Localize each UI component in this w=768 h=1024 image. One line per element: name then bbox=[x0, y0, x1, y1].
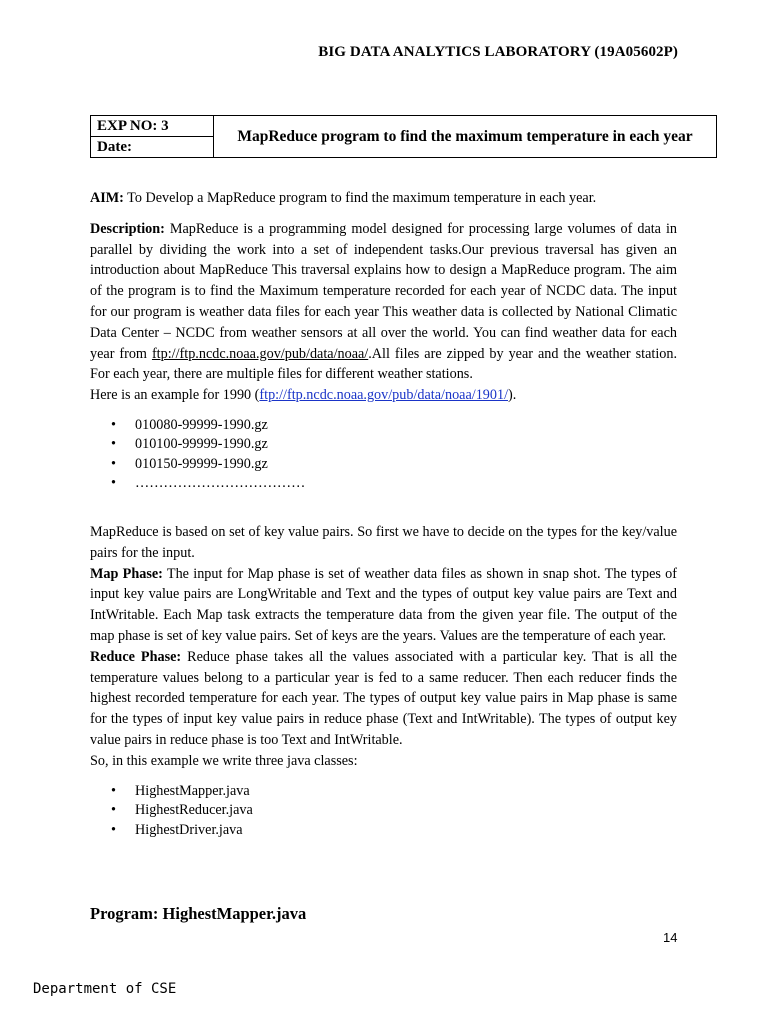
date-cell: Date: bbox=[91, 137, 214, 158]
aim-text: To Develop a MapReduce program to find the maximum temperature in each year. bbox=[123, 190, 597, 206]
aim-label: AIM: bbox=[90, 190, 124, 206]
reduce-phase-text: Reduce phase takes all the values associated with a particular key. That is all the temperature values belong to a particular year is fed to a same reducer. Then each reducer finds the highest recorded temperature for each year. The types of output key value pairs in Map phase is same for the types of input key value pairs in reduce phase (Text and IntWritable). The types of output key value pairs in reduce phase is too Text and IntWritable. bbox=[90, 648, 677, 748]
aim-paragraph bbox=[90, 188, 677, 209]
description-paragraph bbox=[90, 219, 677, 406]
description-label: Description: bbox=[90, 220, 165, 237]
reduce-phase-label: Reduce Phase: bbox=[90, 648, 182, 665]
department-footer: Department of CSE bbox=[33, 981, 177, 997]
list-item: • ……………………………… bbox=[135, 474, 677, 494]
experiment-title-cell: MapReduce program to find the maximum temperature in each year bbox=[214, 116, 717, 158]
program-heading: Program: HighestMapper.java bbox=[90, 904, 307, 923]
reduce-phase-paragraph bbox=[90, 647, 677, 751]
file-example-list bbox=[90, 416, 677, 494]
description-text-1: MapReduce is a programming model designed for processing large volumes of data in parallel by dividing the work into a set of independent tasks.Our previous traversal has given an introduction about MapReduce This traversal explains how to design a MapReduce program. The aim of the program is to find the Maximum temperature recorded for each year of NCDC data. The input for our program is weather data files for each year This weather data is collected by National Climatic Data Center – NCDC from weather sensors at all over the world. You can find weather data for each year from bbox=[90, 220, 677, 362]
map-phase-paragraph bbox=[90, 564, 677, 647]
document-body bbox=[90, 188, 677, 840]
experiment-header-table bbox=[90, 115, 717, 158]
list-item: • 010150-99999-1990.gz bbox=[135, 455, 677, 475]
key-value-intro: MapReduce is based on set of key value pairs. So first we have to decide on the types for the key/value pairs for the input. bbox=[90, 523, 677, 561]
java-classes-list bbox=[90, 782, 677, 841]
description-text-2: .All files are zipped by year and the weather station. For each year, there are multiple files for different weather stations. bbox=[90, 345, 677, 383]
list-item: • 010080-99999-1990.gz bbox=[135, 416, 677, 436]
ncdc-1901-link[interactable]: ftp://ftp.ncdc.noaa.gov/pub/data/noaa/1901/ bbox=[259, 387, 509, 404]
page-number: 14 bbox=[663, 930, 678, 945]
lab-title-header: BIG DATA ANALYTICS LABORATORY (19A05602P) bbox=[318, 44, 678, 60]
list-item: • HighestReducer.java bbox=[135, 801, 677, 821]
map-phase-label: Map Phase: bbox=[90, 565, 163, 582]
ncdc-ftp-link-plain[interactable]: ftp://ftp.ncdc.noaa.gov/pub/data/noaa/ bbox=[151, 345, 369, 362]
description-text-4: ). bbox=[508, 387, 517, 404]
list-item: • HighestMapper.java bbox=[135, 782, 677, 802]
exp-number-cell: EXP NO: 3 bbox=[91, 116, 214, 137]
map-phase-text: The input for Map phase is set of weather data files as shown in snap shot. The types of input key value pairs are LongWritable and Text and the types of output key value pairs are Text and IntWritable. Each Map task extracts the temperature data from the given year file. The output of the map phase is set of key value pairs. Set of keys are the years. Values are the temperature of each year. bbox=[90, 565, 677, 644]
list-item: • HighestDriver.java bbox=[135, 821, 677, 841]
classes-intro: So, in this example we write three java classes: bbox=[90, 752, 358, 769]
list-item: • 010100-99999-1990.gz bbox=[135, 435, 677, 455]
description-text-3: Here is an example for 1990 ( bbox=[90, 387, 260, 404]
